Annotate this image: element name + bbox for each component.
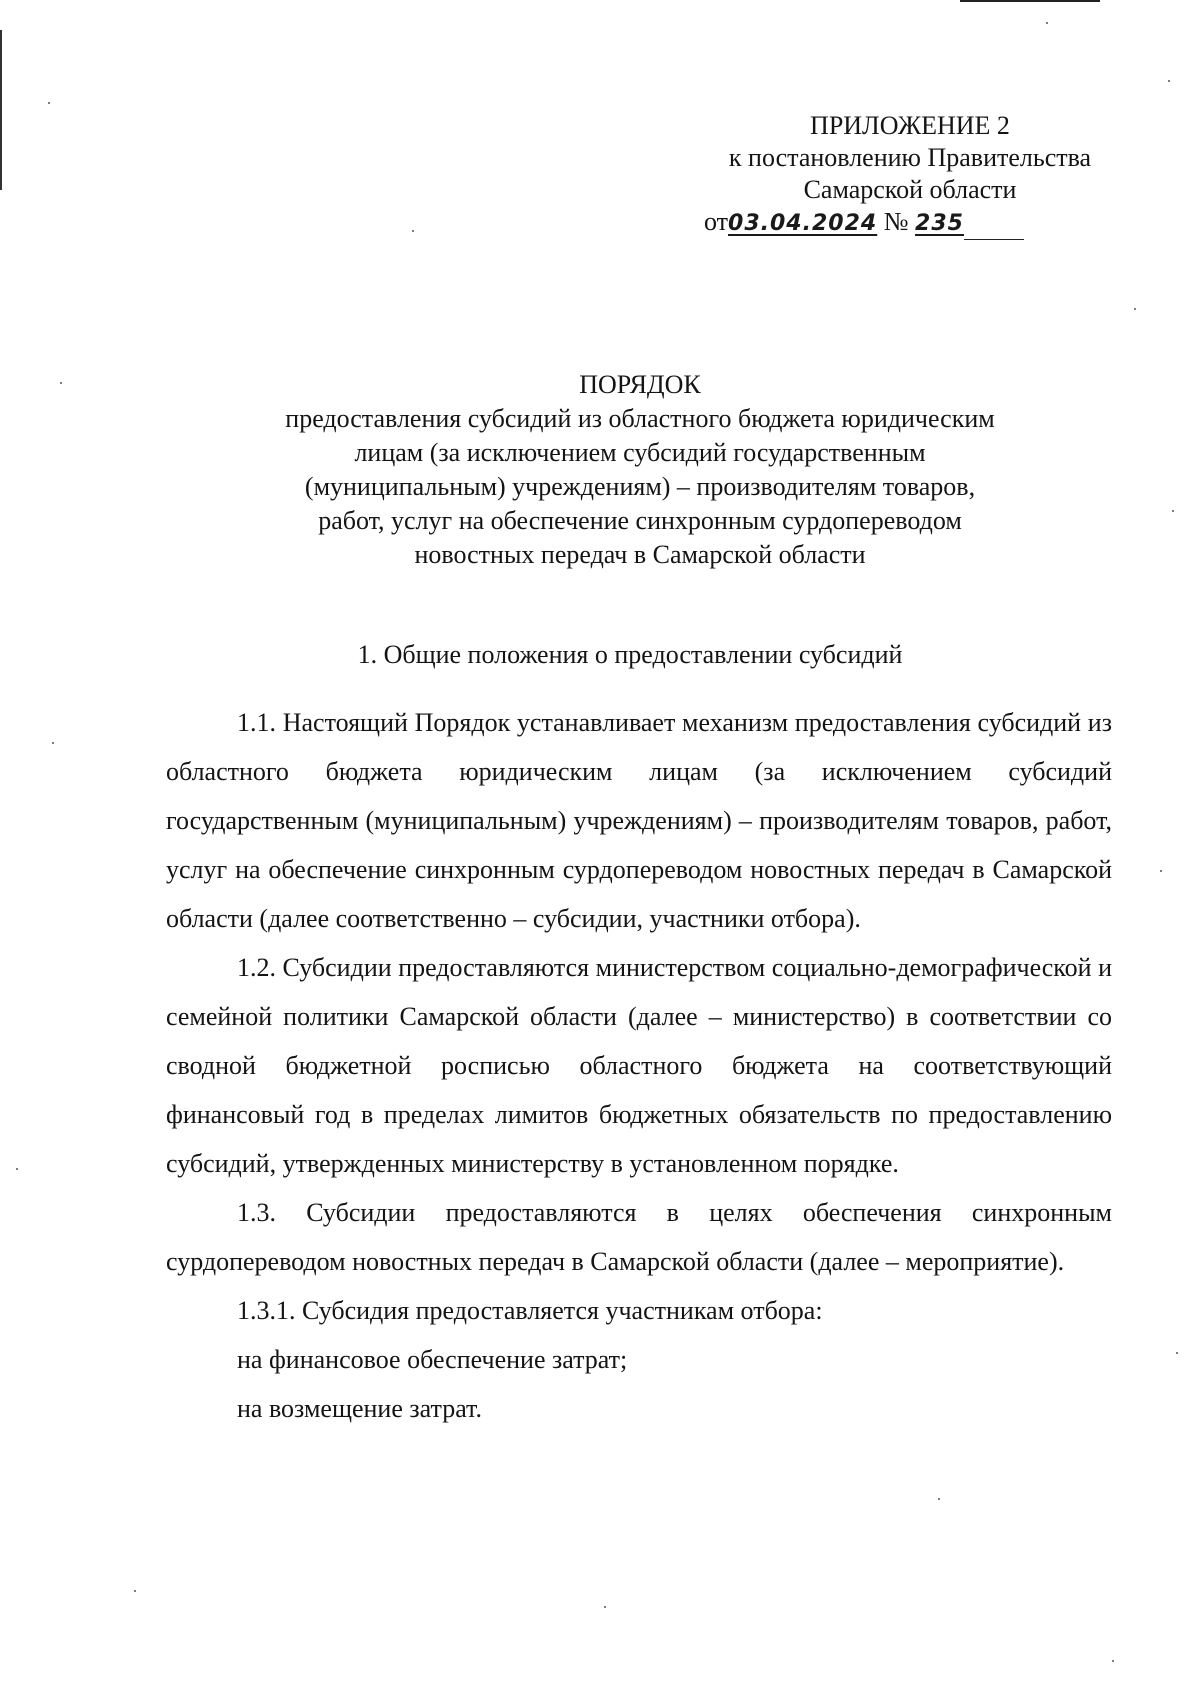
paragraph-1-2: 1.2. Субсидии предоставляются министерством социально-демографической и семейной политики Самарской области (далее – министерство) в соответствии со сводной бюджетной росписью областного бюджета на соответствующий финансовый год в пределах лимитов бюджетных обязательств по предоставлению субсидий, утвержденных министерству в установленном порядке. xyxy=(166,953,1112,1178)
annex-header xyxy=(690,110,1130,242)
scan-speck xyxy=(48,102,50,104)
title-line: предоставления субсидий из областного бюджета юридическим xyxy=(285,404,995,433)
list-item: на возмещение затрат. xyxy=(237,1394,482,1423)
title-line: лицам (за исключением субсидий государственным xyxy=(354,438,926,467)
annex-title: ПРИЛОЖЕНИЕ 2 xyxy=(810,111,1010,140)
title-line: работ, услуг на обеспечение синхронным сурдопереводом xyxy=(318,506,962,535)
scan-speck xyxy=(1046,22,1048,24)
scan-speck xyxy=(938,1498,940,1500)
scan-speck xyxy=(52,742,54,744)
annex-line-1: к постановлению Правительства xyxy=(728,143,1092,172)
scan-speck xyxy=(134,1590,136,1592)
scan-speck xyxy=(1112,1660,1114,1662)
document-body xyxy=(166,698,1112,1433)
handwritten-date: 03.04.2024 xyxy=(728,211,878,236)
scan-edge-mark xyxy=(0,30,2,190)
handwritten-number: 235 xyxy=(915,211,964,236)
paragraph-1-1: 1.1. Настоящий Порядок устанавливает механизм предоставления субсидий из областного бюджета юридическим лицам (за исключением субсидий государственным (муниципальным) учреждениям) – производителям товаров, работ, услуг на обеспечение синхронным сурдопереводом новостных передач в Самарской области (далее соответственно – субсидии, участники отбора). xyxy=(166,708,1112,933)
section-heading: 1. Общие положения о предоставлении субсидий xyxy=(357,640,903,669)
scan-speck xyxy=(1160,870,1162,872)
scan-speck xyxy=(1168,80,1170,82)
date-prefix: от xyxy=(704,207,729,236)
title-line: новостных передач в Самарской области xyxy=(414,540,866,569)
title-line: (муниципальным) учреждениям) – производителям товаров, xyxy=(304,472,976,501)
scan-speck xyxy=(1176,1352,1178,1354)
list-item: на финансовое обеспечение затрат; xyxy=(237,1345,628,1374)
scan-speck xyxy=(1134,308,1136,310)
title-heading: ПОРЯДОК xyxy=(579,370,701,399)
annex-date-line xyxy=(690,206,1130,242)
annex-line-2: Самарской области xyxy=(803,175,1017,204)
number-underline xyxy=(964,217,1024,240)
paragraph-1-3: 1.3. Субсидии предоставляются в целях обеспечения синхронным сурдопереводом новостных передач в Самарской области (далее – мероприятие). xyxy=(166,1198,1112,1276)
scan-speck xyxy=(412,230,414,232)
scan-top-mark xyxy=(960,0,1100,2)
scan-speck xyxy=(604,1606,606,1608)
scan-speck xyxy=(60,382,62,384)
number-sign: № xyxy=(883,207,909,236)
document-title xyxy=(210,368,1070,572)
paragraph-1-3-1: 1.3.1. Субсидия предоставляется участникам отбора: xyxy=(237,1296,823,1325)
scan-speck xyxy=(1172,510,1174,512)
scan-speck xyxy=(16,1168,18,1170)
